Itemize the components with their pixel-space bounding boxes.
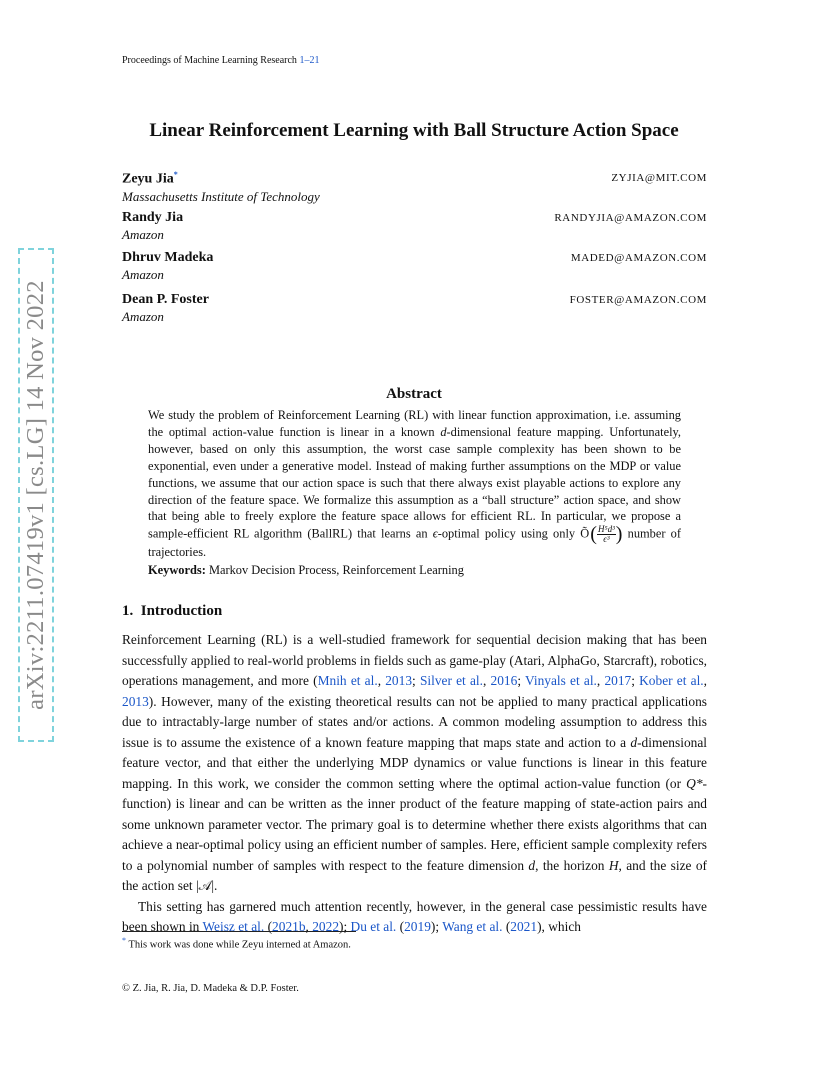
author-affiliation: Amazon [122,267,164,282]
author-email: FOSTER@AMAZON.COM [569,294,707,306]
intro-body [122,630,707,938]
intro-paragraph: This setting has garnered much attention recently, however, in the general case pessimistic results have been shown in Weisz et al. (2021b, 2022); Du et al. (2019); Wang et al. (2021), which [122,898,707,934]
running-header [122,55,319,66]
abstract-heading: Abstract [386,386,442,402]
citation-link[interactable]: Silver et al. [419,673,483,688]
arxiv-stamp [18,248,54,742]
footnote-text: This work was done while Zeyu interned at Amazon. [128,939,351,951]
citation-link[interactable]: Weisz et al. [202,919,265,934]
author-name: Dean P. Foster [122,292,209,307]
citation-link[interactable]: 2013 [122,693,149,709]
footnote [122,936,351,951]
author-email: RANDYJIA@AMAZON.COM [554,212,707,224]
intro-paragraph: Reinforcement Learning (RL) is a well-studied framework for sequential decision making that has been successfully applied to real-world problems in fields such as game-play (Atari, AlphaGo, Starcraft), robotics, operations management, and more (Mnih et al., 2013; Silver et al., 2016; Vinyals et al., 2017; Kober et al., 2013). However, many of the existing theoretical results can not be applied to many practical applications due to intractably-large number of states and/or actions. A common modeling assumption to address this issue is to assume the existence of a known feature mapping that maps state and action to a d-dimensional feature vector, and that either the underlying MDP dynamics or value functions is linear in this feature mapping. In this work, we consider the common setting where the optimal action-value function (or Q*-function) is linear and can be written as the inner product of the feature mapping of state-action pairs and some unknown parameter vector. The primary goal is to determine whether there exists algorithms that can achieve a near-optimal policy using an efficient number of samples. Here, efficient sample complexity refers to a polynomial number of samples with respect to the feature dimension d, the horizon H, and the size of the action set |𝒜|. [122,632,708,893]
citation-link[interactable]: 2021b [272,919,306,934]
citation-link[interactable]: 2021 [510,919,538,934]
author-block [122,170,707,205]
author-name: Zeyu Jia* [122,170,178,187]
author-affiliation: Massachusetts Institute of Technology [122,188,320,204]
journal-name: Proceedings of Machine Learning Research [122,55,297,66]
author-block [122,292,707,325]
citation-link[interactable]: Kober et al. [639,673,704,688]
author-name: Dhruv Madeka [122,250,214,265]
keywords-value: Markov Decision Process, Reinforcement Learning [208,563,464,577]
author-email: MADED@AMAZON.COM [570,252,707,264]
arxiv-stamp-text[interactable]: arXiv:2211.07419v1 [cs.LG] 14 Nov 2022 [18,248,54,742]
footnote-rule [122,931,356,932]
citation-link[interactable]: 2017 [604,673,632,688]
author-block [122,250,707,283]
citation-link[interactable]: Mnih et al. [317,673,378,688]
complexity-fraction: $\frac{\text{H⁵d³}}{\text{ϵ³}}$ [597,524,615,545]
citation-link[interactable]: 2019 [404,919,431,934]
citation-link[interactable]: Vinyals et al. [524,673,597,688]
citation-link[interactable]: 2022 [312,919,340,934]
keywords [148,563,688,578]
citation-link[interactable]: Du et al. [350,919,397,934]
paper-title: Linear Reinforcement Learning with Ball Structure Action Space [149,120,679,141]
copyright-notice: © Z. Jia, R. Jia, D. Madeka & D.P. Foster. [122,983,299,994]
citation-link[interactable]: Wang et al. [442,919,503,934]
section-heading: 1. Introduction [122,603,223,619]
footnote-mark: * [122,936,126,945]
footnote-mark[interactable]: * [173,170,178,179]
abstract-text: We study the problem of Reinforcement Learning (RL) with linear function approximation, i.e. assuming the optimal action-value function is linear in a known d-dimensional feature mapping. Unfortunately, however, based on only this assumption, the worst case sample complexity has been shown to be exponential, even under a generative model. Instead of making further assumptions on the MDP or value functions, we assume that our action space is such that there always exist playable actions to explore any direction of the feature space. We formalize this assumption as a “ball structure” action space, and show that being able to freely explore the feature space allows for efficient RL. In particular, we propose a sample-efficient RL algorithm (BallRL) that learns an ϵ-optimal policy using only Õ ( $\frac{\text{H⁵d³}}{\text{ϵ³}}$ ) number of trajectories. [148,408,682,560]
author-block [122,210,707,243]
page-range-link[interactable]: 1–21 [299,55,320,66]
author-name: Randy Jia [122,210,184,225]
author-affiliation: Amazon [122,227,164,242]
citation-link[interactable]: 2013 [385,673,413,688]
author-affiliation: Amazon [122,309,164,324]
author-email: ZYJIA@MIT.COM [611,172,707,184]
keywords-label: Keywords: [148,563,206,577]
citation-link[interactable]: 2016 [490,673,518,688]
